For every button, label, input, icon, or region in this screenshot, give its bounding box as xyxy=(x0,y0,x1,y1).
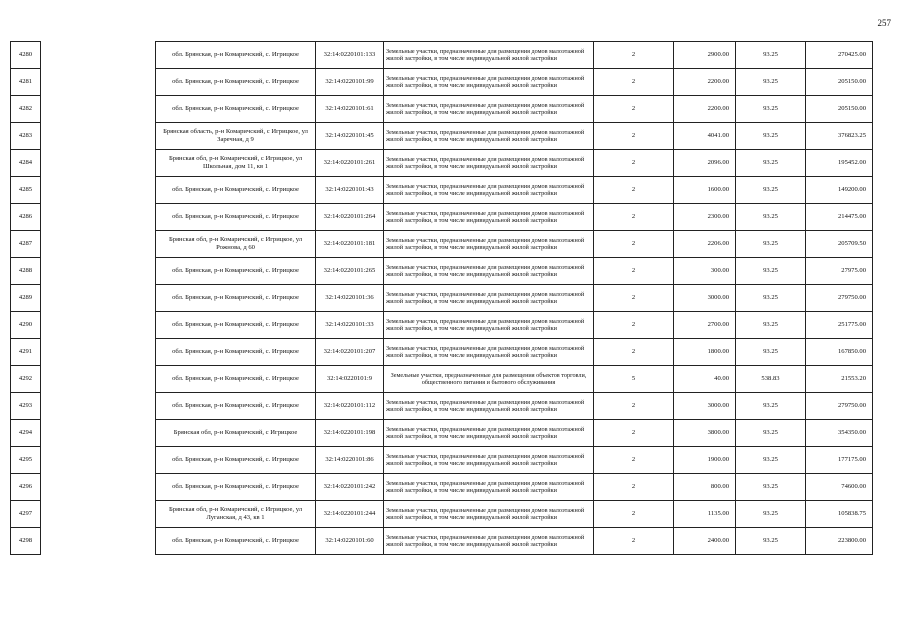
table-row xyxy=(11,420,873,447)
spacer-cell xyxy=(41,366,156,393)
table-row xyxy=(11,231,873,258)
address-cell: Брянская обл, р-н Комаричский, с Игрицкое, ул Луганская, д 43, кв 1 xyxy=(156,501,316,528)
use-group-code-cell: 2 xyxy=(594,474,674,501)
table-row xyxy=(11,339,873,366)
table-row xyxy=(11,150,873,177)
land-use-cell: Земельные участки, предназначенные для размещения домов малоэтажной жилой застройки, в том числе индивидуальной жилой застройки xyxy=(384,204,594,231)
address-cell: Брянская обл, р-н Комаричский, с Игрицкое, ул Школьная, дом 11, кв 1 xyxy=(156,150,316,177)
cadastral-number-cell: 32:14:0220101:86 xyxy=(316,447,384,474)
cadastral-value-cell: 270425.00 xyxy=(806,42,873,69)
specific-value-cell: 93.25 xyxy=(736,42,806,69)
specific-value-cell: 93.25 xyxy=(736,312,806,339)
cadastral-value-cell: 167850.00 xyxy=(806,339,873,366)
specific-value-cell: 93.25 xyxy=(736,123,806,150)
row-number: 4295 xyxy=(11,447,41,474)
address-cell: обл. Брянская, р-н Комаричский, с. Игрицкое xyxy=(156,393,316,420)
specific-value-cell: 93.25 xyxy=(736,258,806,285)
spacer-cell xyxy=(41,339,156,366)
area-cell: 3800.00 xyxy=(674,420,736,447)
specific-value-cell: 93.25 xyxy=(736,393,806,420)
table-row xyxy=(11,501,873,528)
address-cell: обл. Брянская, р-н Комаричский, с. Игрицкое xyxy=(156,474,316,501)
table-row xyxy=(11,285,873,312)
specific-value-cell: 93.25 xyxy=(736,501,806,528)
land-use-cell: Земельные участки, предназначенные для размещения домов малоэтажной жилой застройки, в том числе индивидуальной жилой застройки xyxy=(384,285,594,312)
area-cell: 2400.00 xyxy=(674,528,736,555)
address-cell: обл. Брянская, р-н Комаричский, с. Игрицкое xyxy=(156,285,316,312)
row-number: 4298 xyxy=(11,528,41,555)
area-cell: 40.00 xyxy=(674,366,736,393)
table-row xyxy=(11,258,873,285)
spacer-cell xyxy=(41,69,156,96)
use-group-code-cell: 2 xyxy=(594,312,674,339)
use-group-code-cell: 2 xyxy=(594,285,674,312)
table-row xyxy=(11,366,873,393)
row-number: 4289 xyxy=(11,285,41,312)
specific-value-cell: 93.25 xyxy=(736,420,806,447)
use-group-code-cell: 2 xyxy=(594,420,674,447)
area-cell: 3000.00 xyxy=(674,393,736,420)
address-cell: обл. Брянская, р-н Комаричский, с. Игрицкое xyxy=(156,366,316,393)
cadastral-value-cell: 205709.50 xyxy=(806,231,873,258)
specific-value-cell: 93.25 xyxy=(736,150,806,177)
land-use-cell: Земельные участки, предназначенные для размещения домов малоэтажной жилой застройки, в том числе индивидуальной жилой застройки xyxy=(384,339,594,366)
cadastral-number-cell: 32:14:0220101:264 xyxy=(316,204,384,231)
land-use-cell: Земельные участки, предназначенные для размещения домов малоэтажной жилой застройки, в том числе индивидуальной жилой застройки xyxy=(384,231,594,258)
use-group-code-cell: 2 xyxy=(594,258,674,285)
land-use-cell: Земельные участки, предназначенные для размещения домов малоэтажной жилой застройки, в том числе индивидуальной жилой застройки xyxy=(384,312,594,339)
area-cell: 1600.00 xyxy=(674,177,736,204)
area-cell: 1800.00 xyxy=(674,339,736,366)
area-cell: 2200.00 xyxy=(674,69,736,96)
area-cell: 2206.00 xyxy=(674,231,736,258)
specific-value-cell: 93.25 xyxy=(736,69,806,96)
row-number: 4283 xyxy=(11,123,41,150)
table-row xyxy=(11,528,873,555)
use-group-code-cell: 2 xyxy=(594,69,674,96)
address-cell: обл. Брянская, р-н Комаричский, с. Игрицкое xyxy=(156,258,316,285)
cadastral-number-cell: 32:14:0220101:198 xyxy=(316,420,384,447)
cadastral-number-cell: 32:14:0220101:45 xyxy=(316,123,384,150)
address-cell: обл. Брянская, р-н Комаричский, с. Игрицкое xyxy=(156,42,316,69)
area-cell: 4041.00 xyxy=(674,123,736,150)
cadastral-number-cell: 32:14:0220101:133 xyxy=(316,42,384,69)
land-use-cell: Земельные участки, предназначенные для размещения домов малоэтажной жилой застройки, в том числе индивидуальной жилой застройки xyxy=(384,96,594,123)
address-cell: обл. Брянская, р-н Комаричский, с. Игрицкое xyxy=(156,204,316,231)
cadastral-value-cell: 149200.00 xyxy=(806,177,873,204)
cadastral-value-cell: 195452.00 xyxy=(806,150,873,177)
row-number: 4294 xyxy=(11,420,41,447)
area-cell: 2300.00 xyxy=(674,204,736,231)
address-cell: обл. Брянская, р-н Комаричский, с. Игрицкое xyxy=(156,447,316,474)
land-use-cell: Земельные участки, предназначенные для размещения домов малоэтажной жилой застройки, в том числе индивидуальной жилой застройки xyxy=(384,42,594,69)
spacer-cell xyxy=(41,96,156,123)
area-cell: 1135.00 xyxy=(674,501,736,528)
spacer-cell xyxy=(41,501,156,528)
use-group-code-cell: 2 xyxy=(594,339,674,366)
row-number: 4281 xyxy=(11,69,41,96)
cadastral-number-cell: 32:14:0220101:43 xyxy=(316,177,384,204)
cadastral-value-cell: 354350.00 xyxy=(806,420,873,447)
area-cell: 2700.00 xyxy=(674,312,736,339)
spacer-cell xyxy=(41,312,156,339)
cadastral-value-cell: 214475.00 xyxy=(806,204,873,231)
row-number: 4285 xyxy=(11,177,41,204)
spacer-cell xyxy=(41,258,156,285)
cadastral-number-cell: 32:14:0220101:207 xyxy=(316,339,384,366)
table-row xyxy=(11,204,873,231)
specific-value-cell: 93.25 xyxy=(736,474,806,501)
cadastral-number-cell: 32:14:0220101:261 xyxy=(316,150,384,177)
table-row xyxy=(11,123,873,150)
address-cell: обл. Брянская, р-н Комаричский, с. Игрицкое xyxy=(156,528,316,555)
row-number: 4282 xyxy=(11,96,41,123)
use-group-code-cell: 2 xyxy=(594,150,674,177)
address-cell: обл. Брянская, р-н Комаричский, с. Игрицкое xyxy=(156,69,316,96)
land-use-cell: Земельные участки, предназначенные для размещения домов малоэтажной жилой застройки, в том числе индивидуальной жилой застройки xyxy=(384,420,594,447)
specific-value-cell: 93.25 xyxy=(736,285,806,312)
address-cell: Брянская обл, р-н Комаричский, с Игрицкое, ул Рожнова, д 60 xyxy=(156,231,316,258)
row-number: 4287 xyxy=(11,231,41,258)
land-use-cell: Земельные участки, предназначенные для размещения домов малоэтажной жилой застройки, в том числе индивидуальной жилой застройки xyxy=(384,393,594,420)
table-row xyxy=(11,447,873,474)
row-number: 4291 xyxy=(11,339,41,366)
cadastral-number-cell: 32:14:0220101:61 xyxy=(316,96,384,123)
use-group-code-cell: 2 xyxy=(594,501,674,528)
cadastral-value-cell: 251775.00 xyxy=(806,312,873,339)
cadastral-number-cell: 32:14:0220101:9 xyxy=(316,366,384,393)
cadastral-value-cell: 205150.00 xyxy=(806,69,873,96)
area-cell: 2900.00 xyxy=(674,42,736,69)
spacer-cell xyxy=(41,447,156,474)
spacer-cell xyxy=(41,123,156,150)
land-use-cell: Земельные участки, предназначенные для размещения домов малоэтажной жилой застройки, в том числе индивидуальной жилой застройки xyxy=(384,123,594,150)
area-cell: 3000.00 xyxy=(674,285,736,312)
specific-value-cell: 93.25 xyxy=(736,96,806,123)
cadastral-value-cell: 205150.00 xyxy=(806,96,873,123)
cadastral-value-cell: 21553.20 xyxy=(806,366,873,393)
table-body xyxy=(11,42,873,555)
row-number: 4280 xyxy=(11,42,41,69)
address-cell: Брянская обл, р-н Комаричский, с Игрицкое xyxy=(156,420,316,447)
table-row xyxy=(11,177,873,204)
area-cell: 800.00 xyxy=(674,474,736,501)
cadastral-value-cell: 279750.00 xyxy=(806,285,873,312)
spacer-cell xyxy=(41,204,156,231)
land-use-cell: Земельные участки, предназначенные для размещения домов малоэтажной жилой застройки, в том числе индивидуальной жилой застройки xyxy=(384,447,594,474)
use-group-code-cell: 2 xyxy=(594,204,674,231)
use-group-code-cell: 2 xyxy=(594,177,674,204)
specific-value-cell: 93.25 xyxy=(736,177,806,204)
use-group-code-cell: 2 xyxy=(594,123,674,150)
cadastral-number-cell: 32:14:0220101:181 xyxy=(316,231,384,258)
use-group-code-cell: 2 xyxy=(594,96,674,123)
page-number: 257 xyxy=(877,18,891,28)
use-group-code-cell: 2 xyxy=(594,528,674,555)
cadastral-number-cell: 32:14:0220101:99 xyxy=(316,69,384,96)
use-group-code-cell: 5 xyxy=(594,366,674,393)
table-row xyxy=(11,393,873,420)
cadastral-value-cell: 74600.00 xyxy=(806,474,873,501)
use-group-code-cell: 2 xyxy=(594,447,674,474)
table-row xyxy=(11,69,873,96)
address-cell: обл. Брянская, р-н Комаричский, с. Игрицкое xyxy=(156,339,316,366)
table-row xyxy=(11,312,873,339)
specific-value-cell: 93.25 xyxy=(736,204,806,231)
cadastral-number-cell: 32:14:0220101:244 xyxy=(316,501,384,528)
spacer-cell xyxy=(41,231,156,258)
table-row xyxy=(11,474,873,501)
spacer-cell xyxy=(41,528,156,555)
row-number: 4292 xyxy=(11,366,41,393)
address-cell: обл. Брянская, р-н Комаричский, с. Игрицкое xyxy=(156,312,316,339)
area-cell: 1900.00 xyxy=(674,447,736,474)
row-number: 4288 xyxy=(11,258,41,285)
spacer-cell xyxy=(41,393,156,420)
spacer-cell xyxy=(41,42,156,69)
cadastral-value-cell: 279750.00 xyxy=(806,393,873,420)
land-use-cell: Земельные участки, предназначенные для размещения домов малоэтажной жилой застройки, в том числе индивидуальной жилой застройки xyxy=(384,177,594,204)
row-number: 4296 xyxy=(11,474,41,501)
row-number: 4284 xyxy=(11,150,41,177)
address-cell: обл. Брянская, р-н Комаричский, с. Игрицкое xyxy=(156,177,316,204)
cadastral-value-cell: 105838.75 xyxy=(806,501,873,528)
use-group-code-cell: 2 xyxy=(594,231,674,258)
area-cell: 2200.00 xyxy=(674,96,736,123)
specific-value-cell: 538.83 xyxy=(736,366,806,393)
row-number: 4290 xyxy=(11,312,41,339)
use-group-code-cell: 2 xyxy=(594,42,674,69)
land-use-cell: Земельные участки, предназначенные для размещения домов малоэтажной жилой застройки, в том числе индивидуальной жилой застройки xyxy=(384,528,594,555)
row-number: 4286 xyxy=(11,204,41,231)
cadastral-number-cell: 32:14:0220101:265 xyxy=(316,258,384,285)
area-cell: 300.00 xyxy=(674,258,736,285)
land-use-cell: Земельные участки, предназначенные для размещения объектов торговли, общественного питания и бытового обслуживания xyxy=(384,366,594,393)
spacer-cell xyxy=(41,420,156,447)
use-group-code-cell: 2 xyxy=(594,393,674,420)
spacer-cell xyxy=(41,177,156,204)
area-cell: 2096.00 xyxy=(674,150,736,177)
land-use-cell: Земельные участки, предназначенные для размещения домов малоэтажной жилой застройки, в том числе индивидуальной жилой застройки xyxy=(384,501,594,528)
cadastral-value-cell: 27975.00 xyxy=(806,258,873,285)
table-row xyxy=(11,96,873,123)
row-number: 4293 xyxy=(11,393,41,420)
specific-value-cell: 93.25 xyxy=(736,528,806,555)
cadastral-value-cell: 376823.25 xyxy=(806,123,873,150)
spacer-cell xyxy=(41,150,156,177)
land-use-cell: Земельные участки, предназначенные для размещения домов малоэтажной жилой застройки, в том числе индивидуальной жилой застройки xyxy=(384,150,594,177)
land-use-cell: Земельные участки, предназначенные для размещения домов малоэтажной жилой застройки, в том числе индивидуальной жилой застройки xyxy=(384,474,594,501)
specific-value-cell: 93.25 xyxy=(736,447,806,474)
cadastral-number-cell: 32:14:0220101:36 xyxy=(316,285,384,312)
cadastral-value-table xyxy=(10,41,873,555)
cadastral-number-cell: 32:14:0220101:242 xyxy=(316,474,384,501)
land-use-cell: Земельные участки, предназначенные для размещения домов малоэтажной жилой застройки, в том числе индивидуальной жилой застройки xyxy=(384,69,594,96)
table-row xyxy=(11,42,873,69)
land-use-cell: Земельные участки, предназначенные для размещения домов малоэтажной жилой застройки, в том числе индивидуальной жилой застройки xyxy=(384,258,594,285)
row-number: 4297 xyxy=(11,501,41,528)
spacer-cell xyxy=(41,474,156,501)
address-cell: обл. Брянская, р-н Комаричский, с. Игрицкое xyxy=(156,96,316,123)
cadastral-value-cell: 223800.00 xyxy=(806,528,873,555)
cadastral-value-cell: 177175.00 xyxy=(806,447,873,474)
specific-value-cell: 93.25 xyxy=(736,231,806,258)
specific-value-cell: 93.25 xyxy=(736,339,806,366)
cadastral-number-cell: 32:14:0220101:112 xyxy=(316,393,384,420)
cadastral-number-cell: 32:14:0220101:33 xyxy=(316,312,384,339)
address-cell: Брянская область, р-н Комаричский, с Игрицкое, ул Заречная, д 9 xyxy=(156,123,316,150)
cadastral-number-cell: 32:14:0220101:60 xyxy=(316,528,384,555)
spacer-cell xyxy=(41,285,156,312)
